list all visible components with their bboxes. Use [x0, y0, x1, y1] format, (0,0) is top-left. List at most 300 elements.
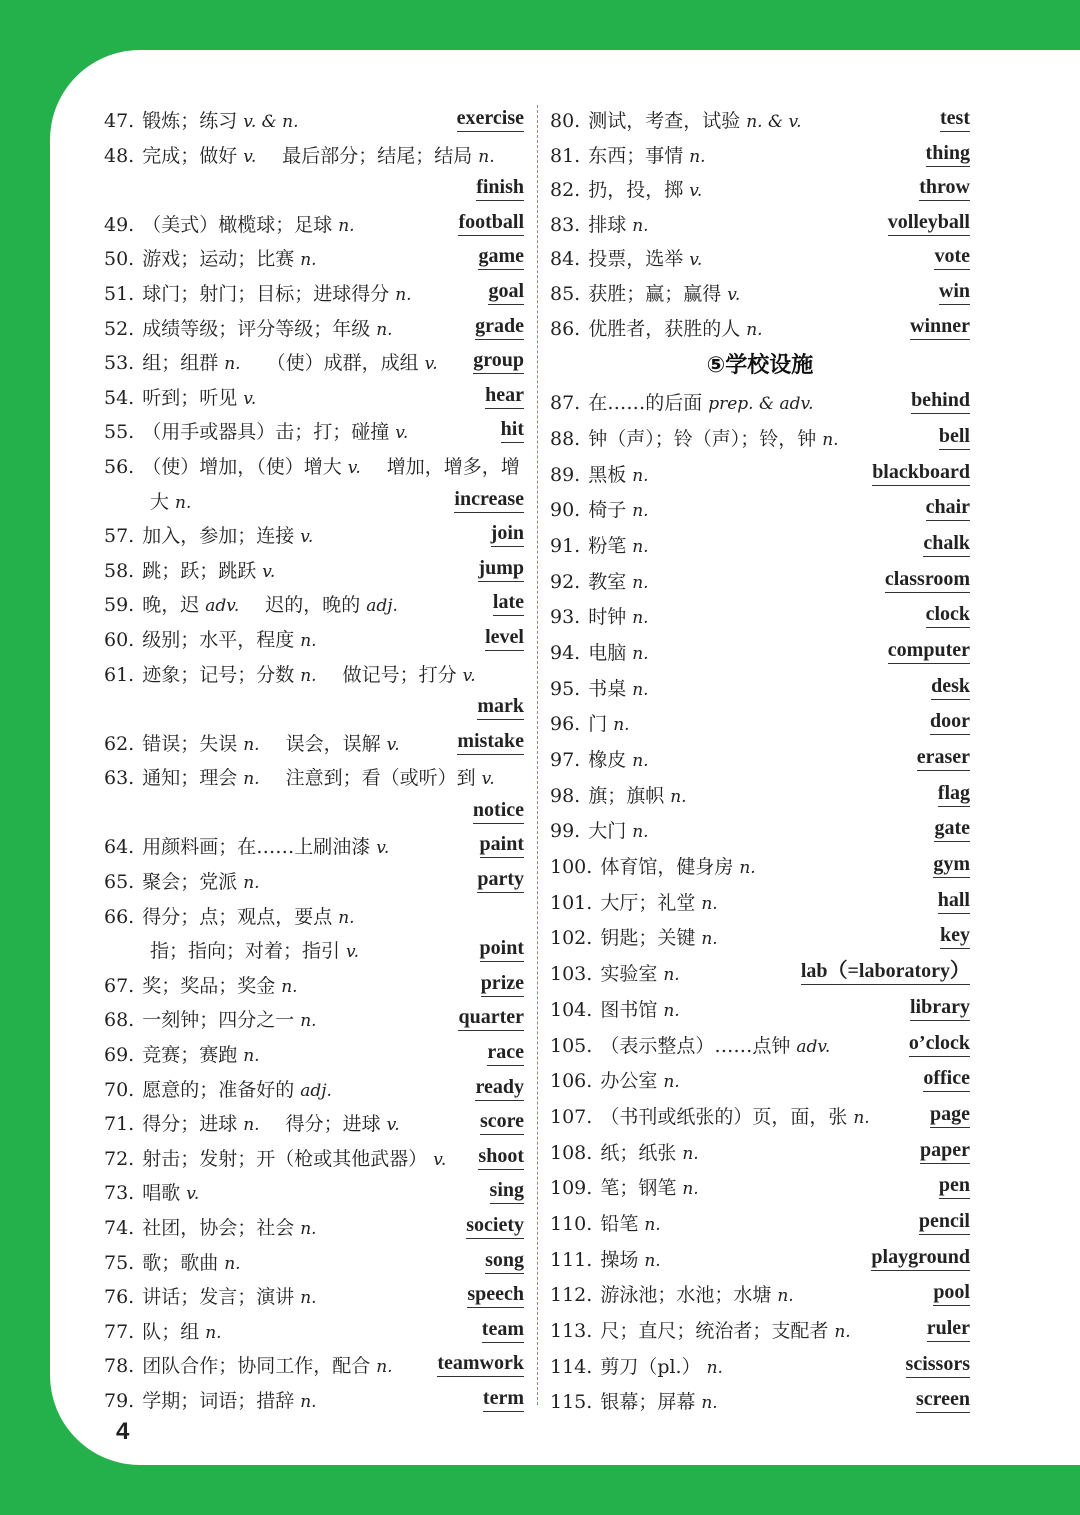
vocab-entry — [104, 1247, 524, 1282]
english-word: increase — [454, 486, 524, 513]
part-of-speech: n. — [632, 572, 649, 593]
chinese-meaning: 学期；词语；措辞 — [142, 1389, 295, 1412]
english-word: score — [480, 1108, 524, 1135]
english-word: join — [491, 520, 524, 547]
english-word: gym — [933, 851, 970, 878]
chinese-meaning: 投票，选举 — [588, 248, 684, 271]
chinese-meaning: 椅子 — [588, 499, 627, 522]
vocab-entry — [104, 659, 524, 694]
chinese-meaning: 图书馆 — [600, 998, 658, 1021]
part-of-speech-2: v. — [462, 665, 476, 686]
part-of-speech: n. — [822, 429, 839, 450]
part-of-speech: adj. — [300, 1080, 332, 1101]
part-of-speech: n. — [670, 786, 687, 807]
part-of-speech: n. — [224, 354, 241, 375]
english-word: exercise — [457, 105, 524, 132]
entry-number: 63. — [104, 767, 135, 790]
part-of-speech: n. — [739, 858, 756, 879]
english-word: late — [493, 589, 524, 616]
vocab-entry — [104, 382, 524, 417]
english-word: scissors — [906, 1351, 970, 1378]
chinese-meaning: 铅笔 — [600, 1212, 639, 1235]
english-word: lab（=laboratory） — [801, 958, 970, 985]
entry-number: 80. — [550, 110, 581, 132]
part-of-speech: adv. — [205, 596, 240, 617]
vocab-entry — [550, 1030, 970, 1066]
vocab-entry — [104, 866, 524, 901]
chinese-meaning: 成绩等级；评分等级；年级 — [142, 317, 371, 340]
english-word: door — [930, 708, 970, 735]
english-word: blackboard — [872, 459, 970, 486]
entry-number: 109. — [550, 1177, 593, 1200]
chinese-meaning: 笔；钢笔 — [600, 1177, 677, 1200]
entry-number: 47. — [104, 110, 135, 132]
chinese-meaning: 实验室 — [600, 963, 658, 986]
chinese-meaning: 游泳池；水池；水塘 — [600, 1284, 772, 1307]
part-of-speech: n. — [663, 965, 680, 986]
part-of-speech: n. — [644, 1250, 661, 1271]
vocab-entry — [550, 994, 970, 1030]
chinese-meaning: 组；组群 — [142, 352, 219, 375]
part-of-speech: n. — [746, 319, 763, 340]
chinese-meaning: 唱歌 — [142, 1182, 181, 1205]
part-of-speech: n. — [300, 665, 317, 686]
part-of-speech: n. — [300, 1011, 317, 1032]
entry-number: 115. — [550, 1391, 593, 1414]
chinese-meaning: 愿意的；准备好的 — [142, 1078, 295, 1101]
chinese-meaning: 测试，考查，试验 — [588, 110, 741, 132]
english-word: paint — [480, 831, 524, 858]
english-word: bell — [939, 423, 970, 450]
chinese-meaning-2: 增加，增多，增 — [386, 455, 520, 478]
chinese-meaning: 游戏；运动；比赛 — [142, 248, 295, 271]
entry-number: 61. — [104, 663, 135, 686]
vocab-entry — [550, 387, 970, 423]
vocab-entry — [104, 728, 524, 763]
english-word: test — [940, 105, 970, 132]
chinese-meaning: 尺；直尺；统治者；支配者 — [600, 1320, 829, 1343]
vocab-entry — [550, 243, 970, 278]
part-of-speech: n. — [613, 715, 630, 736]
vocab-entry — [550, 459, 970, 495]
english-word: shoot — [478, 1143, 524, 1170]
part-of-speech: v. — [262, 561, 276, 582]
entry-number: 105. — [550, 1034, 593, 1057]
vocab-entry — [550, 1208, 970, 1244]
entry-number: 60. — [104, 628, 135, 651]
part-of-speech: n. — [663, 1000, 680, 1021]
part-of-speech: v. — [689, 181, 703, 202]
entry-number: 51. — [104, 282, 135, 305]
entry-number: 72. — [104, 1147, 135, 1170]
vocab-entry — [104, 970, 524, 1005]
vocab-entry — [104, 486, 524, 521]
entry-number: 74. — [104, 1217, 135, 1239]
chinese-meaning: （美式）橄榄球；足球 — [142, 213, 333, 236]
part-of-speech: n. — [632, 751, 649, 772]
chinese-meaning: 东西；事情 — [588, 144, 684, 167]
entry-number: 59. — [104, 594, 135, 617]
entry-number: 65. — [104, 871, 135, 894]
entry-number: 57. — [104, 525, 135, 548]
entry-number: 90. — [550, 499, 581, 522]
chinese-meaning: 得分；点；观点，要点 — [142, 905, 333, 928]
vocab-entry — [104, 278, 524, 313]
part-of-speech: n. — [701, 929, 718, 950]
vocab-entry — [550, 209, 970, 244]
part-of-speech: n. — [376, 1357, 393, 1378]
vocab-entry — [550, 278, 970, 313]
part-of-speech: n. — [338, 907, 355, 928]
part-of-speech: n. — [632, 643, 649, 664]
english-word: party — [477, 866, 524, 893]
vocab-entry — [104, 1004, 524, 1039]
entry-number: 50. — [104, 248, 135, 271]
english-word: computer — [888, 637, 970, 664]
part-of-speech: n. & v. — [746, 112, 802, 132]
vocab-entry — [104, 1177, 524, 1212]
vocab-entry — [104, 589, 524, 624]
entry-number: 111. — [550, 1248, 593, 1271]
part-of-speech: n. — [243, 1115, 260, 1136]
entry-number: 91. — [550, 534, 581, 557]
entry-number: 92. — [550, 570, 581, 593]
part-of-speech: n. — [300, 1219, 317, 1239]
part-of-speech: n. — [663, 1072, 680, 1093]
part-of-speech: n. — [706, 1357, 723, 1378]
vocab-entry — [550, 708, 970, 744]
vocab-entry — [550, 140, 970, 175]
english-word: winner — [910, 313, 970, 340]
entry-number: 76. — [104, 1286, 135, 1309]
vocab-entry — [550, 851, 970, 887]
english-word: speech — [467, 1281, 524, 1308]
chinese-meaning: （书刊或纸张的）页，面，张 — [600, 1105, 848, 1128]
english-word: key — [940, 922, 970, 949]
entry-number: 56. — [104, 455, 135, 478]
english-word: hall — [938, 887, 970, 914]
entry-number: 98. — [550, 784, 581, 807]
english-word: playground — [871, 1244, 970, 1271]
chinese-meaning: 纸；纸张 — [600, 1141, 677, 1164]
vocab-entry — [104, 1212, 524, 1247]
right-top-list — [550, 105, 970, 347]
english-word: quarter — [458, 1004, 524, 1031]
vocab-entry — [550, 1172, 970, 1208]
english-word: pen — [939, 1172, 970, 1199]
part-of-speech: v. & n. — [243, 112, 299, 132]
chinese-meaning: 大 — [150, 490, 170, 513]
chinese-meaning-2: 误会，误解 — [285, 732, 381, 755]
vocab-entry — [550, 494, 970, 530]
english-word: paper — [920, 1137, 970, 1164]
english-word: game — [478, 243, 524, 270]
entry-number: 89. — [550, 463, 581, 486]
chinese-meaning-2: 做记号；打分 — [342, 663, 457, 686]
part-of-speech: prep. & adv. — [708, 394, 814, 415]
part-of-speech: n. — [682, 1143, 699, 1164]
english-word: library — [910, 994, 970, 1021]
entry-number: 73. — [104, 1182, 135, 1205]
english-word: pool — [933, 1279, 970, 1306]
entry-number: 48. — [104, 144, 135, 167]
vocab-entry — [104, 313, 524, 348]
chinese-meaning-2: 注意到；看（或听）到 — [285, 767, 476, 790]
entry-number: 68. — [104, 1009, 135, 1032]
chinese-meaning: 用颜料画；在……上刷油漆 — [142, 836, 371, 859]
part-of-speech: n. — [632, 679, 649, 700]
vocab-entry — [550, 566, 970, 602]
english-word: football — [458, 209, 524, 236]
english-word: screen — [916, 1386, 970, 1413]
chinese-meaning: 级别；水平，程度 — [142, 628, 295, 651]
vocab-entry — [550, 887, 970, 923]
part-of-speech: n. — [632, 822, 649, 843]
part-of-speech: n. — [300, 1288, 317, 1309]
part-of-speech: n. — [701, 893, 718, 914]
vocab-entry — [104, 209, 524, 244]
vocab-entry — [104, 1350, 524, 1385]
english-word: society — [466, 1212, 524, 1239]
entry-number: 67. — [104, 974, 135, 997]
chinese-meaning: 旗；旗帜 — [588, 784, 665, 807]
entry-number: 95. — [550, 677, 581, 700]
chinese-meaning-2: 得分；进球 — [285, 1113, 381, 1136]
part-of-speech: v. — [689, 250, 703, 271]
english-word: level — [485, 624, 524, 651]
chinese-meaning: 体育馆，健身房 — [600, 856, 734, 879]
entry-number: 102. — [550, 927, 593, 950]
vocab-entry — [104, 1281, 524, 1316]
entry-number: 112. — [550, 1284, 593, 1307]
chinese-meaning: 歌；歌曲 — [142, 1251, 219, 1274]
vocab-entry — [550, 313, 970, 348]
entry-number: 75. — [104, 1251, 135, 1274]
part-of-speech: n. — [777, 1286, 794, 1307]
part-of-speech: v. — [346, 942, 360, 963]
english-word: grade — [475, 313, 524, 340]
entry-number: 54. — [104, 386, 135, 409]
chinese-meaning: 加入，参加；连接 — [142, 525, 295, 548]
page-sheet — [50, 50, 1080, 1465]
vocab-entry — [550, 958, 970, 994]
entry-number: 100. — [550, 856, 593, 879]
vocab-entry — [104, 935, 524, 970]
part-of-speech: n. — [632, 536, 649, 557]
chinese-meaning: 优胜者，获胜的人 — [588, 317, 741, 340]
part-of-speech: n. — [632, 501, 649, 522]
vocab-entry — [104, 451, 524, 486]
part-of-speech: v. — [395, 423, 409, 444]
entry-number: 70. — [104, 1078, 135, 1101]
vocab-entry — [550, 1244, 970, 1280]
chinese-meaning: 书桌 — [588, 677, 627, 700]
chinese-meaning: （表示整点）……点钟 — [600, 1034, 791, 1057]
english-word: volleyball — [888, 209, 970, 236]
chinese-meaning: 橡皮 — [588, 749, 627, 772]
chinese-meaning: 听到；听见 — [142, 386, 238, 409]
chinese-meaning: 一刻钟；四分之一 — [142, 1009, 295, 1032]
chinese-meaning: 错误；失误 — [142, 732, 238, 755]
chinese-meaning-2: （使）成群，成组 — [266, 352, 419, 375]
english-word: point — [480, 935, 524, 962]
entry-number: 97. — [550, 749, 581, 772]
chinese-meaning: 通知；理会 — [142, 767, 238, 790]
vocab-entry — [550, 423, 970, 459]
entry-number: 84. — [550, 248, 581, 271]
vocab-entry — [104, 762, 524, 797]
part-of-speech: n. — [853, 1107, 870, 1128]
entry-number: 87. — [550, 392, 581, 415]
entry-number: 64. — [104, 836, 135, 859]
part-of-speech-2: v. — [386, 734, 400, 755]
english-word: teamwork — [437, 1350, 524, 1377]
chinese-meaning: 团队合作；协同工作，配合 — [142, 1355, 371, 1378]
english-word: goal — [488, 278, 524, 305]
entry-number: 55. — [104, 421, 135, 444]
part-of-speech-2: v. — [386, 1115, 400, 1136]
vocab-entry — [104, 416, 524, 451]
part-of-speech: n. — [243, 769, 260, 790]
chinese-meaning: 黑板 — [588, 463, 627, 486]
english-word: term — [483, 1385, 524, 1412]
vocab-entry — [104, 1108, 524, 1143]
english-word: clock — [926, 601, 970, 628]
chinese-meaning: 获胜；赢；赢得 — [588, 282, 722, 305]
english-word: sing — [490, 1177, 524, 1204]
vocab-entry — [550, 1315, 970, 1351]
entry-number: 49. — [104, 213, 135, 236]
part-of-speech: v. — [727, 284, 741, 305]
entry-number: 69. — [104, 1044, 135, 1067]
vocab-entry — [104, 174, 524, 209]
entry-number: 93. — [550, 606, 581, 629]
english-word: win — [939, 278, 970, 305]
vocab-entry — [104, 520, 524, 555]
english-word: hit — [501, 416, 524, 443]
vocab-entry — [550, 780, 970, 816]
vocab-entry — [104, 1039, 524, 1074]
entry-number: 81. — [550, 144, 581, 167]
chinese-meaning: 钟（声）；铃（声）；铃，钟 — [588, 427, 817, 450]
entry-number: 114. — [550, 1355, 593, 1378]
english-word: team — [482, 1316, 524, 1343]
entry-number: 103. — [550, 963, 593, 986]
chinese-meaning-2: 迟的，晚的 — [265, 594, 361, 617]
part-of-speech-2: v. — [481, 769, 495, 790]
part-of-speech: n. — [175, 492, 192, 513]
vocab-entry — [104, 105, 524, 140]
vocab-entry — [550, 1065, 970, 1101]
vocab-entry — [550, 673, 970, 709]
vocab-entry — [550, 1386, 970, 1422]
part-of-speech: n. — [632, 608, 649, 629]
vocab-entry — [550, 815, 970, 851]
vocab-entry — [550, 1351, 970, 1387]
part-of-speech: n. — [338, 215, 355, 236]
vocab-entry — [550, 174, 970, 209]
vocab-entry — [550, 922, 970, 958]
english-word: mistake — [457, 728, 524, 755]
vocab-entry — [104, 831, 524, 866]
part-of-speech: n. — [243, 734, 260, 755]
vocab-entry — [104, 1074, 524, 1109]
english-word: group — [473, 347, 524, 374]
chinese-meaning: 大门 — [588, 820, 627, 843]
vocab-entry — [550, 105, 970, 140]
vocab-entry — [550, 744, 970, 780]
vocab-entry — [104, 140, 524, 175]
chinese-meaning: 在……的后面 — [588, 392, 703, 415]
chinese-meaning: 迹象；记号；分数 — [142, 663, 295, 686]
english-word: vote — [934, 243, 970, 270]
chinese-meaning: 门 — [588, 713, 608, 736]
chinese-meaning: 社团，协会；社会 — [142, 1217, 295, 1239]
entry-number: 104. — [550, 998, 593, 1021]
vocab-entry — [550, 601, 970, 637]
entry-number: 53. — [104, 352, 135, 375]
part-of-speech: n. — [205, 1322, 222, 1343]
entry-number: 96. — [550, 713, 581, 736]
vocab-entry — [550, 637, 970, 673]
english-word: pencil — [919, 1208, 970, 1235]
entry-number: 52. — [104, 317, 135, 340]
chinese-meaning: 锻炼；练习 — [142, 110, 238, 132]
english-word: behind — [911, 387, 970, 414]
vocab-entry — [550, 1279, 970, 1315]
english-word: ruler — [927, 1315, 970, 1342]
part-of-speech: n. — [632, 465, 649, 486]
chinese-meaning: 球门；射门；目标；进球得分 — [142, 282, 390, 305]
part-of-speech: n. — [281, 976, 298, 997]
english-word: page — [930, 1101, 970, 1128]
english-word: finish — [476, 174, 524, 201]
entry-number: 94. — [550, 641, 581, 664]
chinese-meaning: 钥匙；关键 — [600, 927, 696, 950]
entry-number: 88. — [550, 427, 581, 450]
chinese-meaning: 聚会；党派 — [142, 871, 238, 894]
english-word: classroom — [885, 566, 970, 593]
vocab-entry — [104, 1316, 524, 1351]
part-of-speech: v. — [300, 527, 314, 548]
english-word: race — [487, 1039, 524, 1066]
english-word: hear — [485, 382, 524, 409]
english-word: office — [923, 1065, 970, 1092]
chinese-meaning: 教室 — [588, 570, 627, 593]
vocab-entry — [104, 347, 524, 382]
part-of-speech: v. — [376, 838, 390, 859]
part-of-speech: adv. — [796, 1036, 831, 1057]
entry-number: 79. — [104, 1389, 135, 1412]
part-of-speech: v. — [186, 1184, 200, 1205]
english-word: prize — [481, 970, 524, 997]
right-bottom-list — [550, 387, 970, 1422]
entry-number: 82. — [550, 179, 581, 202]
chinese-meaning: 奖；奖品；奖金 — [142, 974, 276, 997]
part-of-speech: n. — [834, 1322, 851, 1343]
chinese-meaning: 跳；跃；跳跃 — [142, 559, 257, 582]
left-column — [104, 105, 524, 1420]
vocab-entry — [104, 555, 524, 590]
section-heading: ⑤学校设施 — [706, 353, 814, 379]
part-of-speech: v. — [433, 1149, 447, 1170]
part-of-speech: n. — [395, 284, 412, 305]
english-word: thing — [926, 140, 970, 167]
part-of-speech: n. — [682, 1179, 699, 1200]
chinese-meaning: （用手或器具）击；打；碰撞 — [142, 421, 390, 444]
chinese-meaning: 操场 — [600, 1248, 639, 1271]
part-of-speech-2: n. — [478, 146, 495, 167]
